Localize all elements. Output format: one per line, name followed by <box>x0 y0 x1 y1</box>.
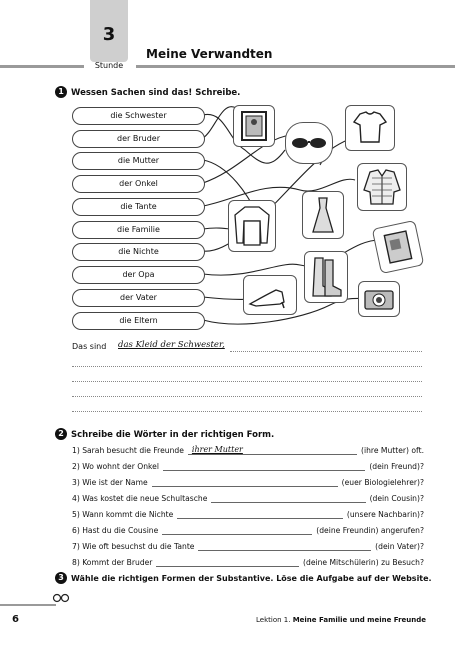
sentence-hint: (unsere Nachbarin)? <box>346 510 424 519</box>
word-pill: die Mutter <box>72 152 205 170</box>
word-pill: der Vater <box>72 289 205 307</box>
sentence-hint: (euer Biologielehrer)? <box>341 478 424 487</box>
answer-line[interactable] <box>72 396 422 397</box>
sentence-row <box>72 523 424 535</box>
answer-line[interactable] <box>72 381 422 382</box>
answer-label: Das sind <box>72 342 107 351</box>
framed-photo-icon <box>233 105 275 147</box>
sentence-row <box>72 507 424 519</box>
filled-answer: ihrer Mutter <box>191 445 243 454</box>
tshirt-icon <box>345 105 395 151</box>
answer-example: das Kleid der Schwester, <box>118 340 225 350</box>
sentence-text: 4) Was kostet die neue Schultasche <box>72 494 208 503</box>
sunglasses-icon <box>285 122 333 164</box>
sentence-row <box>72 539 424 551</box>
answer-blank[interactable] <box>156 557 299 567</box>
task2-number: 2 <box>55 428 67 440</box>
footer-lesson-title: Meine Familie und meine Freunde <box>292 616 427 624</box>
word-pill: die Nichte <box>72 243 205 261</box>
sentence-row <box>72 491 424 503</box>
page-number: 6 <box>12 614 19 625</box>
word-pill: der Onkel <box>72 175 205 193</box>
sentence-row <box>72 443 424 455</box>
footer-rule <box>0 604 56 606</box>
sentence-hint: (deine Freundin) angerufen? <box>316 526 424 535</box>
task3-instruction: Wähle die richtigen Formen der Substantive. Löse die Aufgabe auf der Website. <box>71 574 432 583</box>
sentence-text: 6) Hast du die Cousine <box>72 526 159 535</box>
answer-blank[interactable] <box>198 541 371 551</box>
dress-icon <box>302 191 344 239</box>
task1-instruction: Wessen Sachen sind das! Schreibe. <box>71 88 241 98</box>
camera-icon <box>358 281 400 317</box>
jacket-icon <box>357 163 407 211</box>
word-pill: die Schwester <box>72 107 205 125</box>
answer-blank[interactable] <box>211 493 365 503</box>
answer-blank[interactable] <box>163 461 365 471</box>
word-pill: der Opa <box>72 266 205 284</box>
answer-line[interactable] <box>72 411 422 412</box>
task1-number: 1 <box>55 86 67 98</box>
word-pill: die Eltern <box>72 312 205 330</box>
shoe-icon <box>243 275 297 315</box>
sweater-icon <box>228 200 276 252</box>
page-title: Meine Verwandten <box>146 47 273 61</box>
footer-lesson-label: Lektion 1. <box>256 616 291 624</box>
sentence-text: 5) Wann kommt die Nichte <box>72 510 174 519</box>
book-icon <box>372 220 425 274</box>
answer-line[interactable] <box>72 366 422 367</box>
sentence-hint: (dein Cousin)? <box>369 494 424 503</box>
boots-icon <box>304 251 348 303</box>
sentence-row <box>72 475 424 487</box>
footer-lesson <box>256 616 426 624</box>
answer-blank[interactable] <box>162 525 312 535</box>
word-pill: die Familie <box>72 221 205 239</box>
answer-blank[interactable] <box>188 445 357 455</box>
sentence-hint: (ihre Mutter) oft. <box>361 446 424 455</box>
task3-number: 3 <box>55 572 67 584</box>
sentence-text: 2) Wo wohnt der Onkel <box>72 462 159 471</box>
sentence-hint: (dein Vater)? <box>375 542 424 551</box>
sentence-text: 8) Kommt der Bruder <box>72 558 153 567</box>
sentence-row <box>72 555 424 567</box>
sentence-hint: (deine Mitschülerin) zu Besuch? <box>303 558 424 567</box>
answer-line[interactable] <box>230 351 422 352</box>
sentence-text: 1) Sarah besucht die Freunde <box>72 446 184 455</box>
lesson-number: 3 <box>102 24 116 45</box>
sentence-text: 7) Wie oft besuchst du die Tante <box>72 542 195 551</box>
word-pill: die Tante <box>72 198 205 216</box>
sentence-row <box>72 459 424 471</box>
answer-blank[interactable] <box>152 477 338 487</box>
lesson-word: Stunde <box>94 61 124 70</box>
task2-instruction: Schreibe die Wörter in der richtigen Form. <box>71 430 275 440</box>
sentence-hint: (dein Freund)? <box>369 462 424 471</box>
sentence-text: 3) Wie ist der Name <box>72 478 148 487</box>
word-pill: der Bruder <box>72 130 205 148</box>
answer-blank[interactable] <box>177 509 343 519</box>
